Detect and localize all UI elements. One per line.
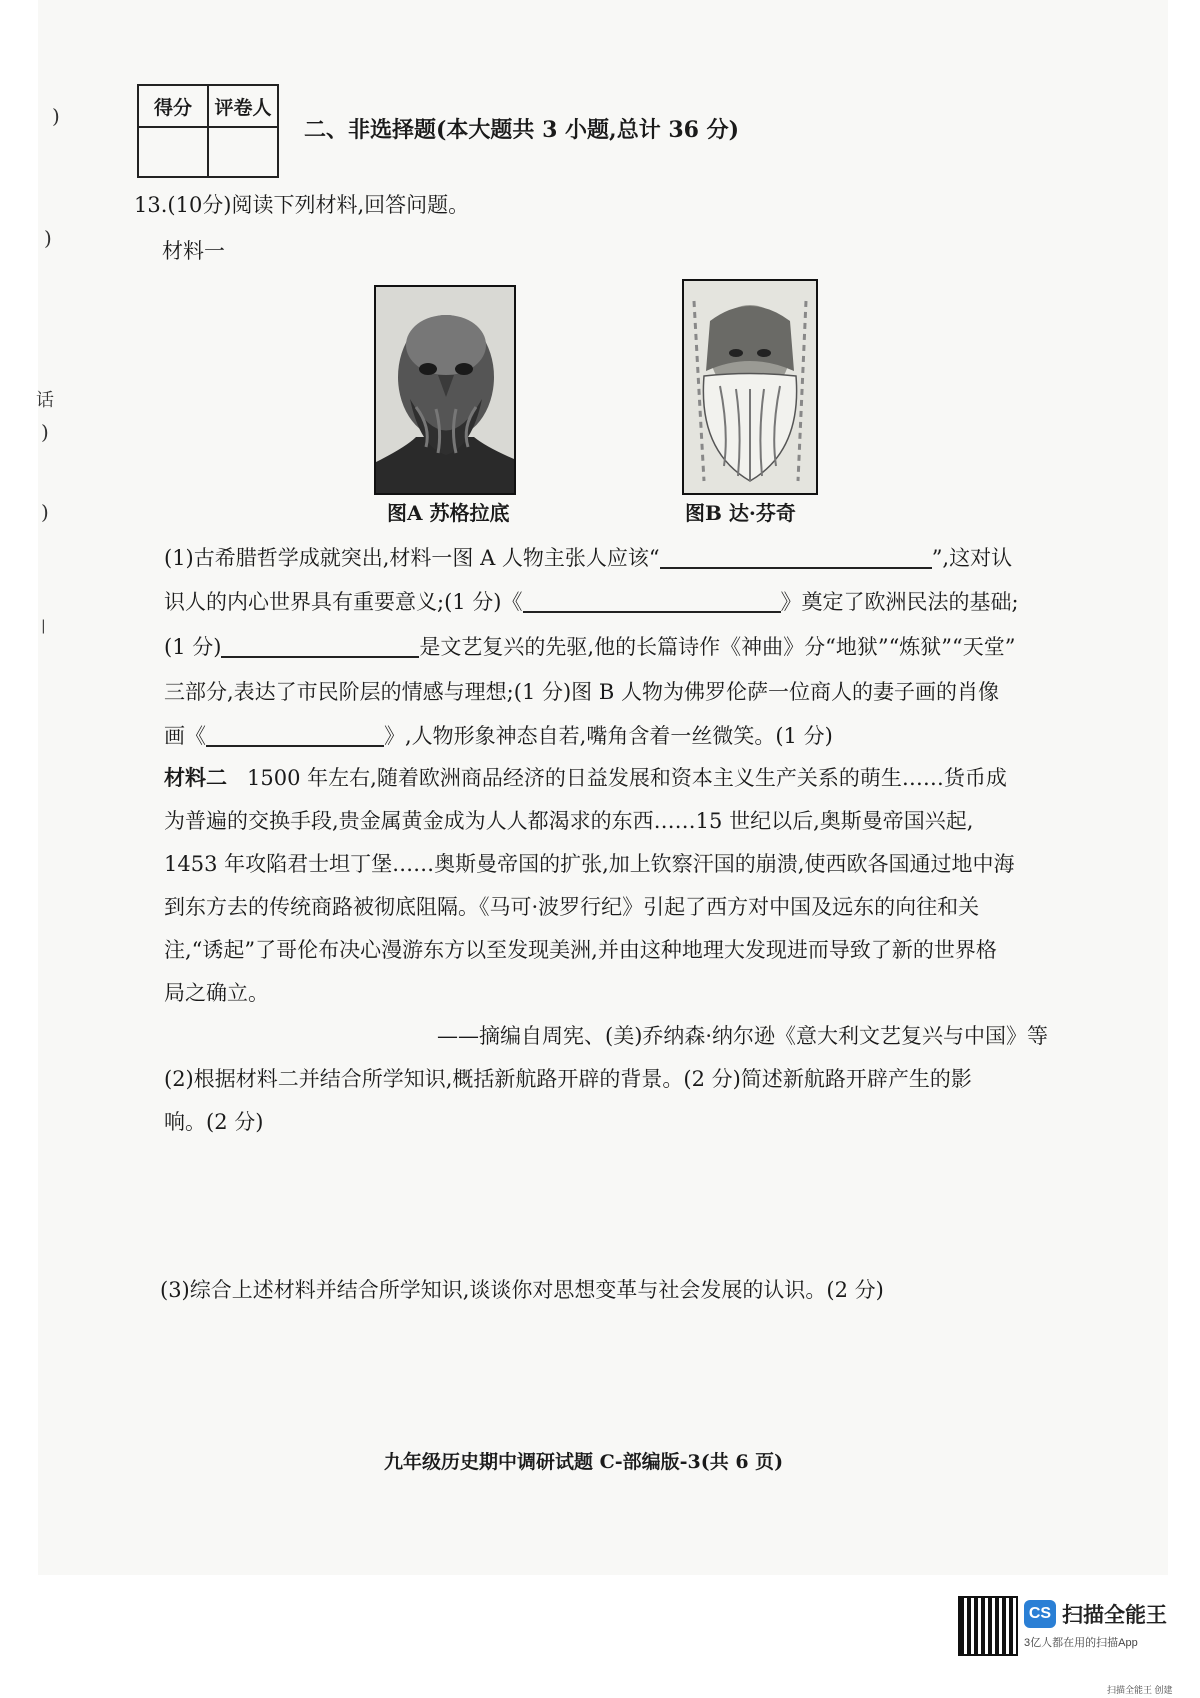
material-two-line6: 局之确立。 bbox=[164, 981, 269, 1005]
watermark-brand: 扫描全能王 bbox=[1062, 1604, 1167, 1627]
part1-text: (1)古希腊哲学成就突出,材料一图 A 人物主张人应该“ bbox=[164, 546, 660, 570]
scanner-watermark bbox=[958, 1596, 1168, 1654]
part1-text: 》,人物形象神态自若,嘴角含着一丝微笑。(1 分) bbox=[384, 724, 833, 748]
score-label: 得分 bbox=[138, 85, 208, 127]
grader-label: 评卷人 bbox=[208, 85, 278, 127]
material-two-label: 材料二 bbox=[164, 765, 227, 790]
material-two-text: 1500 年左右,随着欧洲商品经济的日益发展和资本主义生产关系的萌生……货币成 bbox=[247, 766, 1007, 790]
section-title: 二、非选择题(本大题共 3 小题,总计 36 分) bbox=[304, 117, 740, 143]
material-two-line5: 注,“诱起”了哥伦布决心漫游东方以至发现美洲,并由这种地理大发现进而导致了新的世界格 bbox=[164, 938, 997, 962]
material-two-source: ——摘编自周宪、(美)乔纳森·纳尔逊《意大利文艺复兴与中国》等 bbox=[437, 1024, 1049, 1048]
part1-line1 bbox=[164, 543, 1012, 573]
part2-line2: 响。(2 分) bbox=[164, 1110, 264, 1134]
answer-blank-4[interactable] bbox=[206, 721, 384, 747]
answer-blank-2[interactable] bbox=[523, 587, 781, 613]
part1-line3 bbox=[164, 632, 1016, 662]
material-two-line1 bbox=[164, 763, 1007, 793]
part1-text: (1 分) bbox=[164, 635, 222, 659]
grader-cell[interactable] bbox=[208, 127, 278, 177]
watermark-tagline: 3亿人都在用的扫描App bbox=[1024, 1637, 1138, 1649]
part1-text: 是文艺复兴的先驱,他的长篇诗作《神曲》分“地狱”“炼狱”“天堂” bbox=[419, 635, 1016, 659]
part1-line4: 三部分,表达了市民阶层的情感与理想;(1 分)图 B 人物为佛罗伦萨一位商人的妻子画的肖像 bbox=[164, 680, 999, 704]
qr-code-icon bbox=[958, 1596, 1018, 1656]
part1-line2 bbox=[164, 587, 1019, 617]
part1-text: 》奠定了欧洲民法的基础; bbox=[780, 590, 1019, 614]
answer-blank-3[interactable] bbox=[221, 632, 419, 658]
score-cell[interactable] bbox=[138, 127, 208, 177]
part1-text: 画《 bbox=[164, 724, 206, 748]
part3-question: (3)综合上述材料并结合所学知识,谈谈你对思想变革与社会发展的认识。(2 分) bbox=[160, 1278, 884, 1302]
figure-b-caption: 图B 达·芬奇 bbox=[685, 501, 796, 525]
part2-line1: (2)根据材料二并结合所学知识,概括新航路开辟的背景。(2 分)简述新航路开辟产生的影 bbox=[164, 1067, 972, 1091]
margin-mark: ) bbox=[52, 104, 60, 128]
socrates-bust-image bbox=[374, 285, 516, 495]
margin-mark: ) bbox=[41, 500, 49, 524]
margin-mark: ) bbox=[41, 420, 49, 444]
watermark-creator: 扫描全能王 创建 bbox=[1107, 1685, 1173, 1695]
question-title: 13.(10分)阅读下列材料,回答问题。 bbox=[134, 193, 470, 217]
material-two-line3: 1453 年攻陷君士坦丁堡……奥斯曼帝国的扩张,加上钦察汗国的崩溃,使西欧各国通过地中海 bbox=[164, 852, 1015, 876]
part1-text: 识人的内心世界具有重要意义;(1 分)《 bbox=[164, 590, 523, 614]
material-two-line4: 到东方去的传统商路被彻底阻隔。《马可·波罗行纪》引起了西方对中国及远东的向往和关 bbox=[164, 895, 980, 919]
figure-a-caption: 图A 苏格拉底 bbox=[387, 501, 510, 525]
part1-line5 bbox=[164, 721, 833, 751]
part2-answer-area[interactable] bbox=[164, 1150, 1044, 1260]
score-table bbox=[137, 84, 279, 178]
part3-answer-area[interactable] bbox=[160, 1318, 1040, 1428]
answer-blank-1[interactable] bbox=[660, 543, 932, 569]
camscanner-logo-icon: CS bbox=[1024, 1600, 1056, 1628]
part1-text: ”,这对认 bbox=[931, 546, 1013, 570]
margin-mark: 话 bbox=[36, 390, 54, 411]
margin-mark: | bbox=[41, 618, 46, 634]
da-vinci-portrait-image bbox=[682, 279, 818, 495]
material-two-line2: 为普遍的交换手段,贵金属黄金成为人人都渴求的东西……15 世纪以后,奥斯曼帝国兴起, bbox=[164, 809, 974, 833]
material-one-label: 材料一 bbox=[162, 239, 225, 263]
page-footer: 九年级历史期中调研试题 C-部编版-3(共 6 页) bbox=[384, 1451, 784, 1473]
margin-mark: ) bbox=[44, 226, 52, 250]
